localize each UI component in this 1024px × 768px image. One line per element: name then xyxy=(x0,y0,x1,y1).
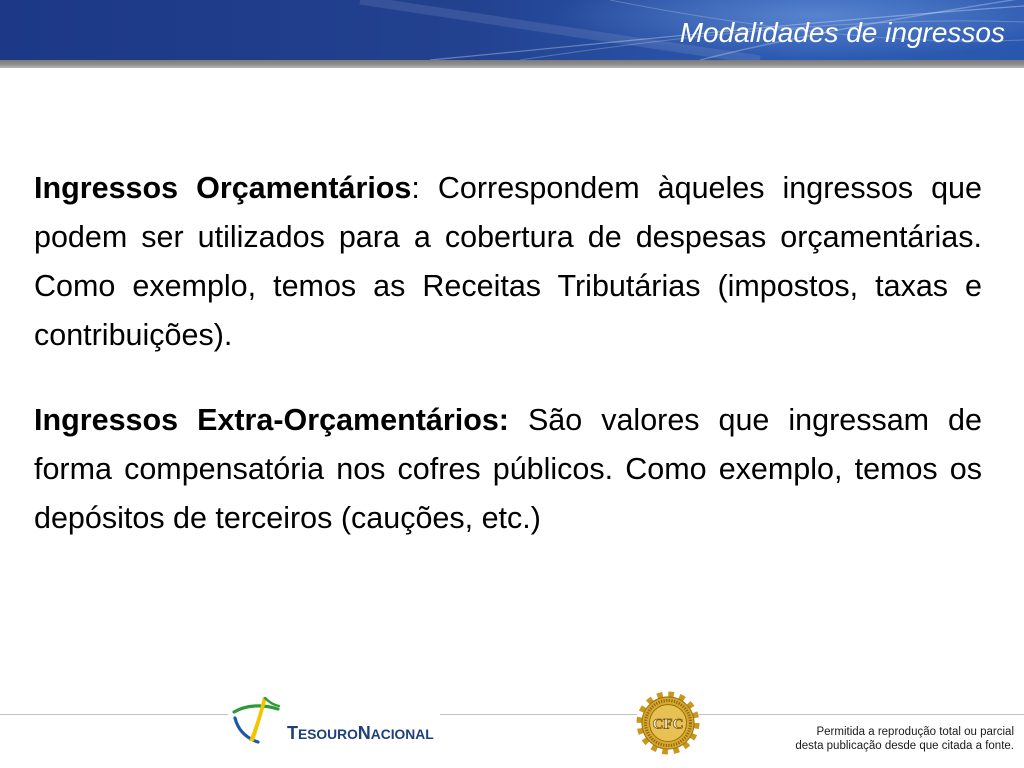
wordmark-nacional: NACIONAL xyxy=(357,723,434,743)
wordmark-tesouro: TESOURO xyxy=(287,723,358,743)
header-bar xyxy=(0,0,1024,60)
emblem-yellow-stroke xyxy=(249,697,267,741)
reproduction-notice-line: Permitida a reprodução total ou parcial xyxy=(816,726,1014,738)
definition-text: São valores que ingressam de forma compensatória nos cofres públicos. Como exemplo, temos os depósitos de terceiros (cauções, etc.) xyxy=(34,403,982,535)
tesouro-nacional-emblem-icon xyxy=(232,696,284,744)
definition-text: : Correspondem àqueles ingressos que podem ser utilizados para a cobertura de despesas orçamentárias. Como exemplo, temos as Receitas Tributárias (impostos, taxas e contribuições). xyxy=(34,171,982,352)
cfc-seal-label: CFC xyxy=(652,716,684,733)
slide-body xyxy=(34,164,982,579)
paragraph-ingressos-extra-orcamentarios xyxy=(34,396,982,543)
reproduction-notice xyxy=(795,725,1014,753)
slide-title: Modalidades de ingressos xyxy=(679,17,1005,48)
tesouro-nacional-wordmark xyxy=(287,723,434,743)
term-label: Ingressos Orçamentários xyxy=(34,171,412,205)
paragraph-ingressos-orcamentarios xyxy=(34,164,982,360)
term-label: Ingressos Extra-Orçamentários: xyxy=(34,403,509,437)
reproduction-notice-line: desta publicação desde que citada a fonte. xyxy=(795,740,1014,752)
cfc-seal xyxy=(636,691,700,755)
header-divider xyxy=(0,60,1024,68)
footer-divider xyxy=(0,714,1024,715)
tesouro-nacional-logo xyxy=(228,692,440,744)
emblem-green-swoosh xyxy=(234,706,278,712)
